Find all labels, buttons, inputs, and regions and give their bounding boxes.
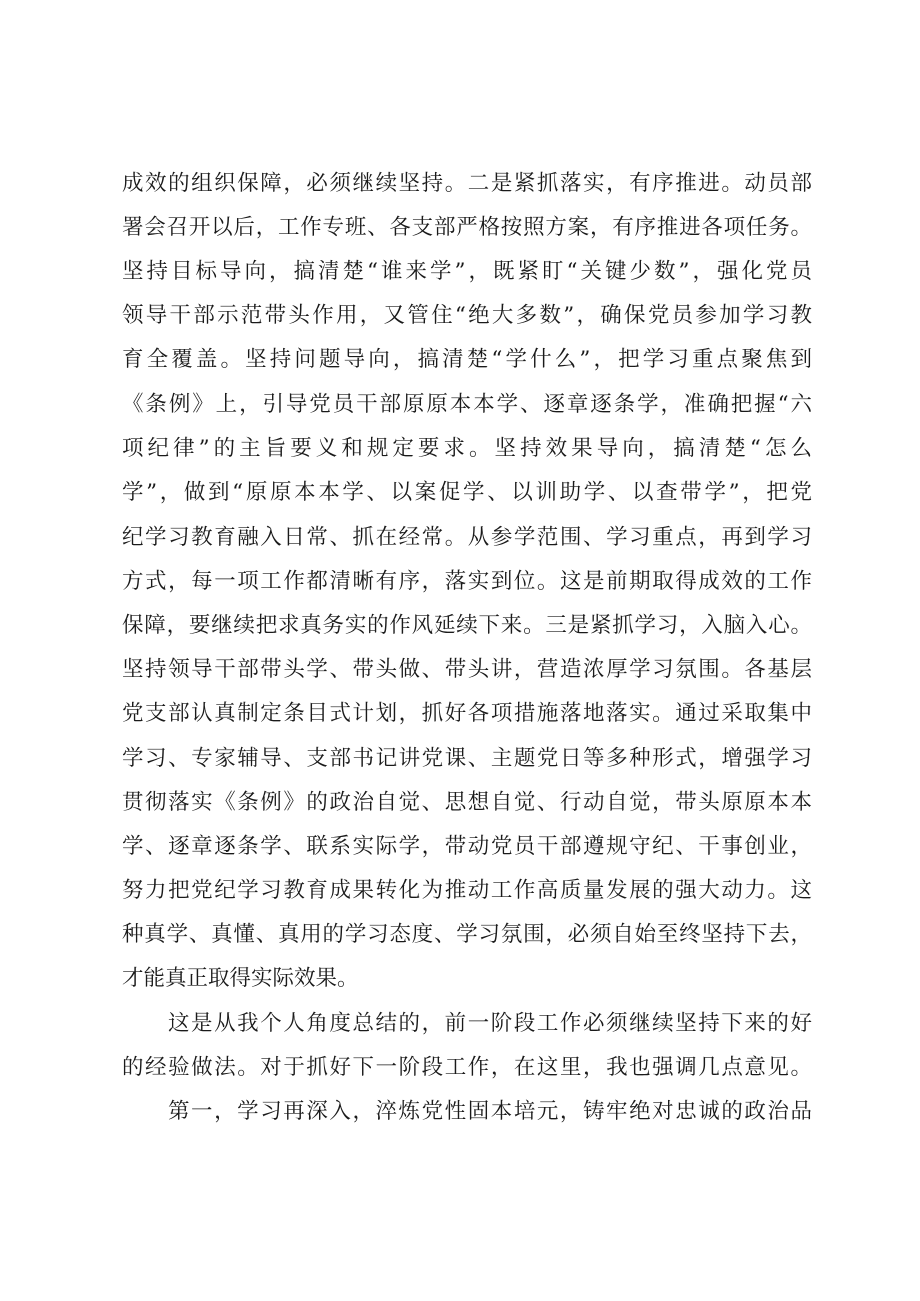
text-line: 署会召开以后，工作专班、各支部严格按照方案，有序推进各项任务。 — [122, 215, 812, 240]
text-line: 项纪律”的主旨要义和规定要求。坚持效果导向，搞清楚“怎么 — [122, 436, 812, 461]
paragraph-first-line: 这是从我个人角度总结的，前一阶段工作必须继续坚持下来的好 — [168, 1011, 812, 1036]
text-line: 学习、专家辅导、支部书记讲党课、主题党日等多种形式，增强学习 — [122, 746, 812, 771]
text-line: 学、逐章逐条学、联系实际学，带动党员干部遵规守纪、干事创业， — [122, 834, 812, 859]
text-line: 坚持目标导向，搞清楚“谁来学”，既紧盯“关键少数”，强化党员 — [122, 259, 812, 284]
text-line: 成效的组织保障，必须继续坚持。二是紧抓落实，有序推进。动员部 — [122, 171, 812, 196]
text-line: 努力把党纪学习教育成果转化为推动工作高质量发展的强大动力。这 — [122, 878, 812, 903]
text-line: 种真学、真懂、真用的学习态度、学习氛围，必须自始至终坚持下去， — [122, 922, 812, 947]
text-line: 纪学习教育融入日常、抓在经常。从参学范围、学习重点，再到学习 — [122, 525, 812, 550]
text-line: 学”，做到“原原本本学、以案促学、以训助学、以查带学”，把党 — [122, 480, 812, 505]
text-line: 领导干部示范带头作用，又管住“绝大多数”，确保党员参加学习教 — [122, 303, 812, 328]
text-line: 方式，每一项工作都清晰有序，落实到位。这是前期取得成效的工作 — [122, 569, 812, 594]
text-line: 贯彻落实《条例》的政治自觉、思想自觉、行动自觉，带头原原本本 — [122, 790, 812, 815]
paragraph-first-line: 第一，学习再深入，淬炼党性固本培元，铸牢绝对忠诚的政治品 — [168, 1099, 812, 1124]
text-line: 坚持领导干部带头学、带头做、带头讲，营造浓厚学习氛围。各基层 — [122, 657, 812, 682]
text-line: 育全覆盖。坚持问题导向，搞清楚“学什么”，把学习重点聚焦到 — [122, 347, 812, 372]
text-line: 的经验做法。对于抓好下一阶段工作，在这里，我也强调几点意见。 — [122, 1055, 812, 1080]
text-line: 保障，要继续把求真务实的作风延续下来。三是紧抓学习，入脑入心。 — [122, 613, 812, 638]
text-line: 党支部认真制定条目式计划，抓好各项措施落地落实。通过采取集中 — [122, 701, 812, 726]
text-line: 才能真正取得实际效果。 — [122, 966, 359, 991]
text-line: 《条例》上，引导党员干部原原本本学、逐章逐条学，准确把握“六 — [122, 392, 812, 417]
